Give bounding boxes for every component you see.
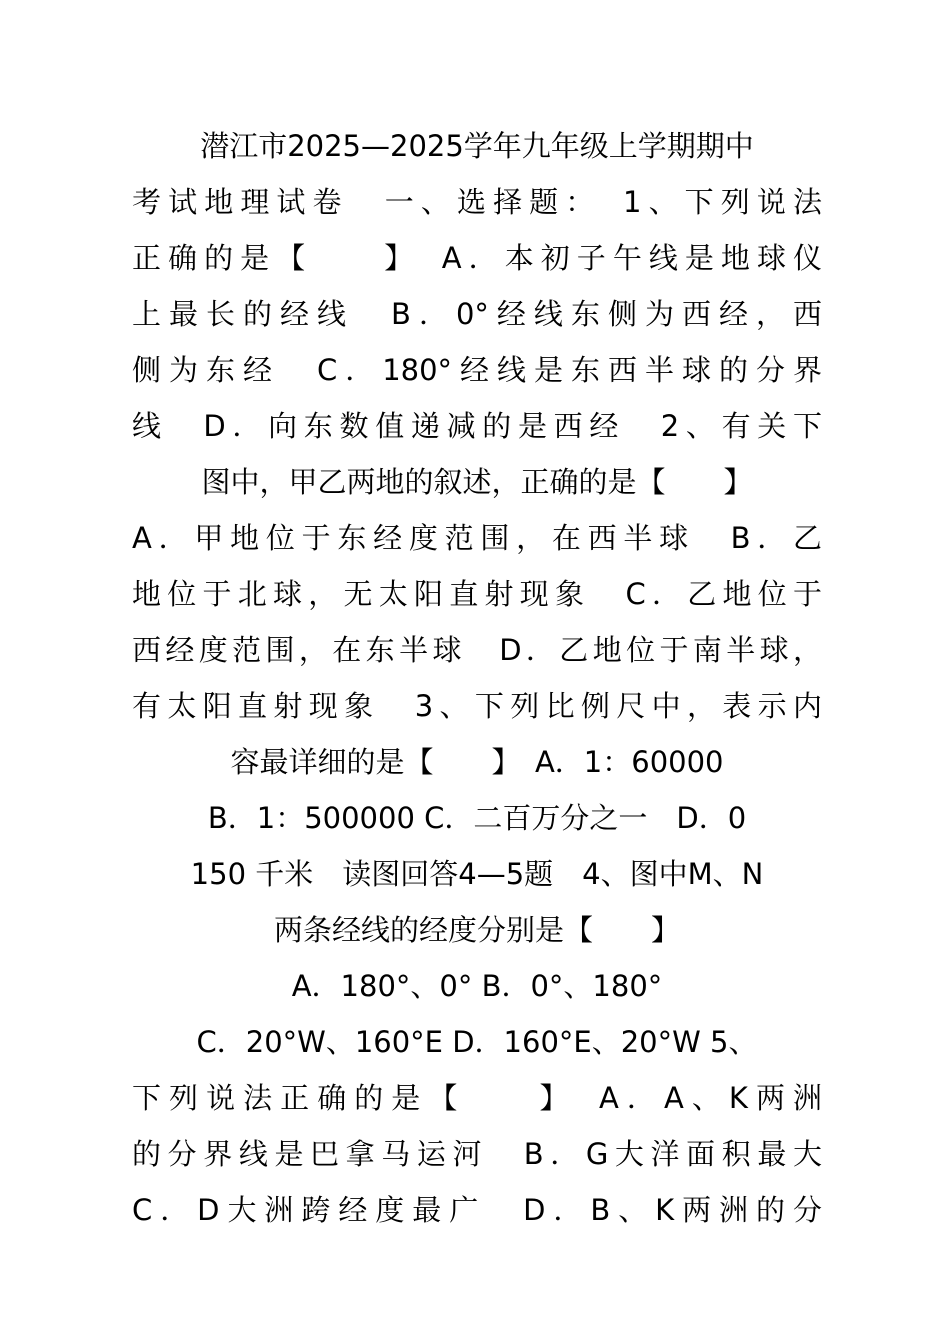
text-line-5: 侧为东经 C．180°经线是东西半球的分界: [132, 353, 822, 387]
text-line-3: 正确的是【 】 A．本初子午线是地球仪: [132, 241, 822, 275]
text-line-19: 的分界线是巴拿马运河 B．G大洋面积最大: [132, 1137, 822, 1171]
text-line-15: 两条经线的经度分别是【 】: [273, 913, 680, 947]
text-line-16: A．180°、0° B．0°、180°: [291, 969, 663, 1003]
text-line-9: 地位于北球，无太阳直射现象 C．乙地位于: [132, 577, 822, 611]
text-line-11: 有太阳直射现象 3、下列比例尺中，表示内: [132, 689, 822, 723]
text-line-17: C．20°W、160°E D．160°E、20°W 5、: [196, 1025, 758, 1059]
text-line-2: 考试地理试卷 一、选择题： 1、下列说法: [132, 185, 822, 219]
text-line-8: A．甲地位于东经度范围，在西半球 B．乙: [132, 521, 822, 555]
text-line-10: 西经度范围，在东半球 D．乙地位于南半球，: [132, 633, 822, 667]
text-line-18: 下列说法正确的是【 】 A．A、K两洲: [132, 1081, 822, 1115]
text-line-12: 容最详细的是【 】 A．1：60000: [230, 745, 724, 779]
text-line-7: 图中，甲乙两地的叙述，正确的是【 】: [201, 465, 753, 499]
text-line-20: C．D大洲跨经度最广 D．B、K两洲的分: [132, 1193, 822, 1227]
text-line-14: 150 千米 读图回答4—5题 4、图中M、N: [190, 857, 764, 891]
text-line-4: 上最长的经线 B．0°经线东侧为西经，西: [132, 297, 822, 331]
text-line-6: 线 D．向东数值递减的是西经 2、有关下: [132, 409, 822, 443]
text-line-13: B．1：500000 C．二百万分之一 D．0: [207, 801, 747, 835]
text-line-1: 潜江市2025—2025学年九年级上学期期中: [200, 129, 754, 163]
